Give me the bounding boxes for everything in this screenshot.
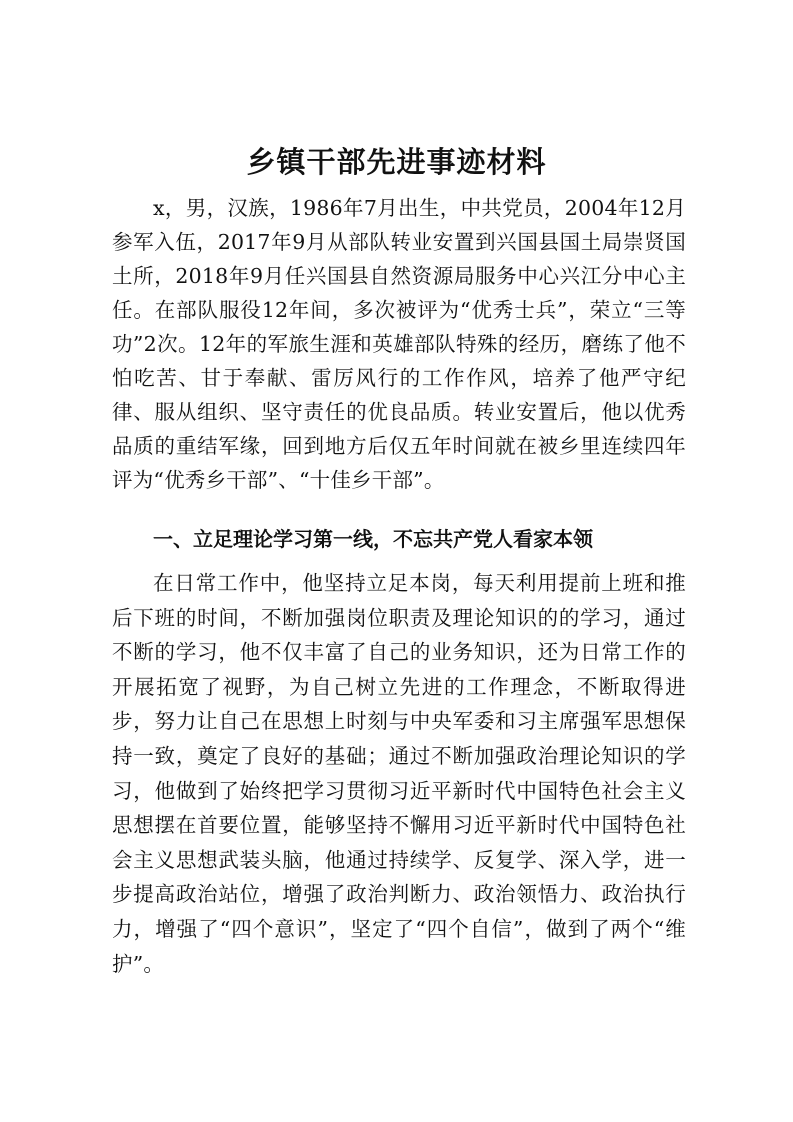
section-heading: 一、立足理论学习第一线，不忘共产党人看家本领 bbox=[153, 527, 593, 551]
intro-paragraph: x，男，汉族，1986年7月出生，中共党员，2004年12月参军入伍，2017年9月从部队转业安置到兴国县国土局崇贤国土所，2018年9月任兴国县自然资源局服务中心兴江分中心主任。在部队服役12年间，多次被评为“优秀士兵”，荣立“三等功”2次。12年的军旅生涯和英雄部队特殊的经历，磨练了他不怕吃苦、甘于奉献、雷厉风行的工作作风，培养了他严守纪律、服从组织、坚守责任的优良品质。转业安置后，他以优秀品质的重结军缘，回到地方后仅五年时间就在被乡里连续四年评为“优秀乡干部”、“十佳乡干部”。 bbox=[112, 196, 686, 492]
document-title: 乡镇干部先进事迹材料 bbox=[246, 145, 547, 179]
section-paragraph: 在日常工作中，他坚持立足本岗，每天利用提前上班和推后下班的时间，不断加强岗位职责及理论知识的的学习，通过不断的学习，他不仅丰富了自己的业务知识，还为日常工作的开展拓宽了视野，为自己树立先进的工作理念，不断取得进步，努力让自己在思想上时刻与中央军委和习主席强军思想保持一致，奠定了良好的基础；通过不断加强政治理论知识的学习，他做到了始终把学习贯彻习近平新时代中国特色社会主义思想摆在首要位置，能够坚持不懈用习近平新时代中国特色社会主义思想武装头脑，他通过持续学、反复学、深入学，进一步提高政治站位，增强了政治判断力、政治领悟力、政治执行力，增强了“四个意识”，坚定了“四个自信”，做到了两个“维护”。 bbox=[112, 571, 686, 976]
